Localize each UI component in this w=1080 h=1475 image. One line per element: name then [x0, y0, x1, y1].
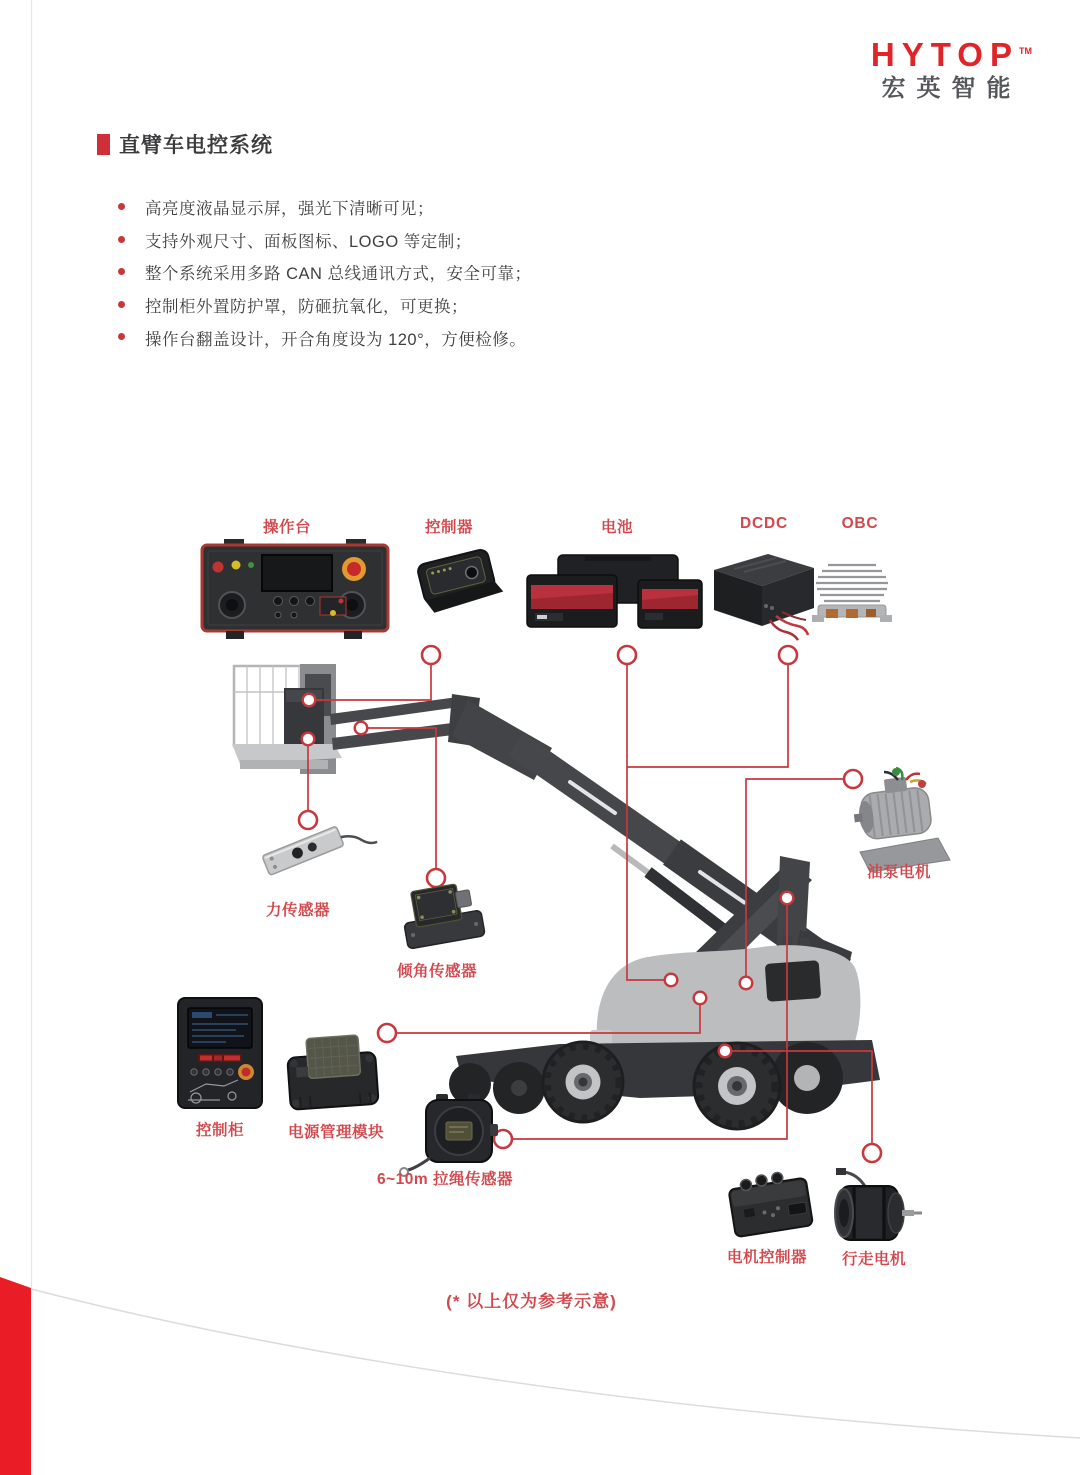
feature-item: 支持外观尺寸、面板图标、LOGO 等定制；	[112, 224, 532, 257]
brand-wordmark	[871, 34, 1032, 72]
label-dcdc: DCDC	[740, 515, 788, 532]
feature-item: 操作台翻盖设计，开合角度设为 120°，方便检修。	[112, 321, 532, 354]
feature-list	[112, 191, 532, 354]
controller-photo	[416, 547, 504, 614]
control-cabinet-photo	[178, 998, 262, 1108]
trademark-symbol: TM	[1019, 46, 1032, 56]
label-travel-motor: 行走电机	[841, 1251, 906, 1268]
feature-item: 高亮度液晶显示屏，强光下清晰可见；	[112, 191, 532, 224]
label-oil-pump-motor: 油泵电机	[866, 864, 931, 881]
obc-photo	[812, 565, 892, 622]
brand-name: HYTOP	[870, 36, 1019, 73]
label-control-cabinet: 控制柜	[195, 1122, 244, 1139]
label-controller: 控制器	[424, 519, 473, 536]
reference-footnote: (* 以上仅为参考示意)	[446, 1292, 617, 1311]
feature-item: 控制柜外置防护罩，防砸抗氧化，可更换；	[112, 289, 532, 322]
travel-motor-photo	[835, 1168, 922, 1240]
force-sensor-photo	[262, 814, 377, 884]
dcdc-photo	[714, 554, 814, 640]
page-title: 直臂车电控系统	[119, 134, 273, 157]
label-console: 操作台	[262, 519, 311, 536]
feature-item: 整个系统采用多路 CAN 总线通讯方式，安全可靠；	[112, 256, 532, 289]
brand-chinese-name: 宏英智能	[881, 75, 1022, 102]
brand-logo	[871, 34, 1032, 104]
motor-controller-photo	[727, 1168, 813, 1237]
tilt-sensor-photo	[399, 880, 486, 949]
label-tilt-sensor: 倾角传感器	[396, 963, 477, 980]
battery-photo	[527, 555, 702, 628]
jib-linkage	[330, 694, 552, 780]
label-battery: 电池	[600, 519, 633, 536]
callout-line-dcdc	[627, 655, 788, 767]
power-module-photo	[286, 1034, 379, 1110]
platform-basket	[232, 664, 342, 774]
label-force-sensor: 力传感器	[265, 902, 330, 919]
label-power-module: 电源管理模块	[287, 1124, 384, 1141]
label-obc: OBC	[841, 515, 879, 532]
oil-pump-motor-photo	[850, 768, 950, 872]
label-motor-controller: 电机控制器	[726, 1249, 807, 1266]
title-marker-icon	[97, 134, 110, 155]
label-rope-sensor: 6~10m 拉绳传感器	[376, 1171, 513, 1188]
callout-line-tilt-sensor	[361, 728, 436, 878]
console-photo	[202, 539, 388, 639]
section-title	[97, 129, 273, 159]
